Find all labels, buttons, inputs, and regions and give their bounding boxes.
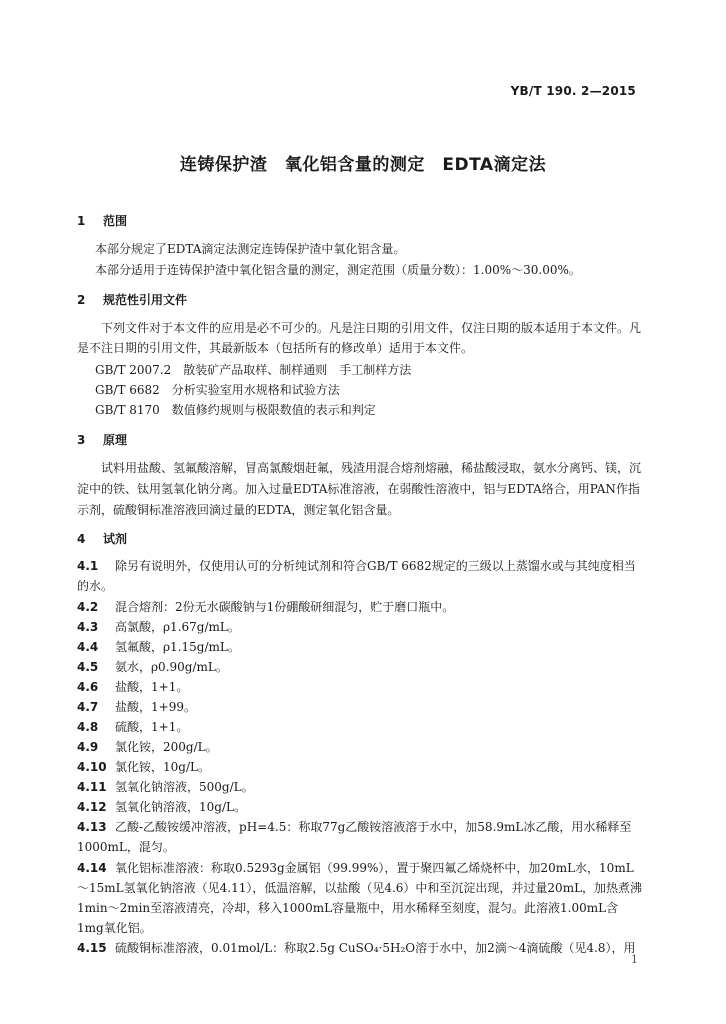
item-text: 氢氧化钠溶液，10g/L。 (115, 800, 246, 814)
section-title: 规范性引用文件 (103, 293, 188, 307)
item-number: 4.5 (77, 660, 99, 674)
section-1-heading (77, 213, 127, 229)
reagent-item-4-5 (77, 657, 644, 677)
section-number: 4 (77, 532, 86, 546)
item-text: 盐酸，1+1。 (115, 680, 189, 694)
item-text: 氢氟酸，ρ1.15g/mL。 (115, 640, 240, 654)
item-text: 氯化铵，10g/L。 (115, 760, 210, 774)
reagent-item-4-12 (77, 797, 644, 817)
item-number: 4.6 (77, 680, 99, 694)
reagent-item-4-1 (77, 556, 644, 596)
section-title: 原理 (103, 433, 128, 447)
section-number: 3 (77, 433, 86, 447)
section-number: 1 (77, 214, 86, 228)
reagent-item-4-13 (77, 817, 644, 857)
item-number: 4.10 (77, 760, 107, 774)
item-text: 氨水，ρ0.90g/mL。 (115, 660, 228, 674)
item-text: 除另有说明外，仅使用认可的分析纯试剂和符合GB/T 6682规定的三级以上蒸馏水或与其纯度相当的水。 (77, 559, 636, 593)
reagent-item-4-14 (77, 858, 644, 938)
reagent-item-4-4 (77, 637, 644, 657)
item-number: 4.3 (77, 620, 99, 634)
item-text: 氯化铵，200g/L。 (115, 740, 218, 754)
item-number: 4.11 (77, 780, 107, 794)
item-number: 4.2 (77, 600, 99, 614)
item-number: 4.9 (77, 740, 99, 754)
section-2-heading (77, 292, 187, 308)
item-text: 乙酸-乙酸铵缓冲溶液，pH=4.5：称取77g乙酸铵溶液溶于水中，加58.9mL冰乙酸，用水稀释至1000mL，混匀。 (77, 820, 632, 854)
item-number: 4.1 (77, 559, 99, 573)
section-2-para-1: 下列文件对于本文件的应用是必不可少的。凡是注日期的引用文件，仅注日期的版本适用于本文件。凡是不注日期的引用文件，其最新版本（包括所有的修改单）适用于本文件。 (77, 321, 642, 355)
reagent-item-4-15 (77, 938, 644, 958)
item-number: 4.14 (77, 861, 107, 875)
section-title: 范围 (103, 214, 128, 228)
section-1-para-2: 本部分适用于连铸保护渣中氧化铝含量的测定，测定范围（质量分数）：1.00%～30.00%。 (95, 263, 581, 277)
document-title: 连铸保护渣 氧化铝含量的测定 EDTA滴定法 (179, 155, 547, 175)
section-4-heading (77, 531, 127, 547)
item-number: 4.13 (77, 820, 107, 834)
reagent-item-4-10 (77, 757, 644, 777)
item-text: 盐酸，1+99。 (115, 700, 196, 714)
item-text: 硫酸，1+1。 (115, 720, 189, 734)
item-number: 4.4 (77, 640, 99, 654)
section-1-para-1: 本部分规定了EDTA滴定法测定连铸保护渣中氧化铝含量。 (95, 242, 406, 256)
section-title: 试剂 (103, 532, 128, 546)
item-number: 4.15 (77, 941, 107, 955)
item-text: 氧化铝标准溶液：称取0.5293g金属铝（99.99%），置于聚四氟乙烯烧杯中，加20mL水，10mL～15mL氢氧化钠溶液（见4.11），低温溶解，以盐酸（见4.6）中和至沉淀出现，并过量20mL，加热煮沸1min～2min至溶液清亮，冷却，移入1000mL容量瓶中，用水稀释至刻度，混匀。此溶液1.00mL含1mg氧化铝。 (77, 861, 643, 935)
reagent-item-4-7 (77, 697, 644, 717)
reagent-item-4-11 (77, 777, 644, 797)
page-number: 1 (631, 953, 638, 966)
item-number: 4.8 (77, 720, 99, 734)
reagent-item-4-9 (77, 737, 644, 757)
reagent-item-4-6 (77, 677, 644, 697)
reference-1: GB/T 2007.2 散装矿产品取样、制样通则 手工制样方法 (95, 363, 412, 377)
reagent-item-4-2 (77, 597, 644, 617)
reference-2: GB/T 6682 分析实验室用水规格和试验方法 (95, 383, 340, 397)
item-text: 氢氧化钠溶液，500g/L。 (115, 780, 254, 794)
section-number: 2 (77, 293, 86, 307)
item-text: 混合熔剂：2份无水碳酸钠与1份硼酸研细混匀，贮于磨口瓶中。 (115, 600, 455, 614)
reagent-item-4-3 (77, 617, 644, 637)
item-number: 4.12 (77, 800, 107, 814)
section-3-heading (77, 432, 127, 448)
item-text: 硫酸铜标准溶液，0.01mol/L：称取2.5g CuSO₄·5H₂O溶于水中，加2滴～4滴硫酸（见4.8），用 (115, 941, 636, 955)
reagent-item-4-8 (77, 717, 644, 737)
item-number: 4.7 (77, 700, 99, 714)
standard-number: YB/T 190. 2—2015 (510, 84, 636, 98)
section-3-para-1: 试料用盐酸、氢氟酸溶解，冒高氯酸烟赶氟，残渣用混合熔剂熔融，稀盐酸浸取，氨水分离钙、镁，沉淀中的铁、钛用氢氧化钠分离。加入过量EDTA标准溶液，在弱酸性溶液中，铝与EDTA络合，用PAN作指示剂，硫酸铜标准溶液回滴过量的EDTA，测定氧化铝含量。 (77, 461, 642, 517)
reference-3: GB/T 8170 数值修约规则与极限数值的表示和判定 (95, 403, 376, 417)
item-text: 高氯酸，ρ1.67g/mL。 (115, 620, 240, 634)
